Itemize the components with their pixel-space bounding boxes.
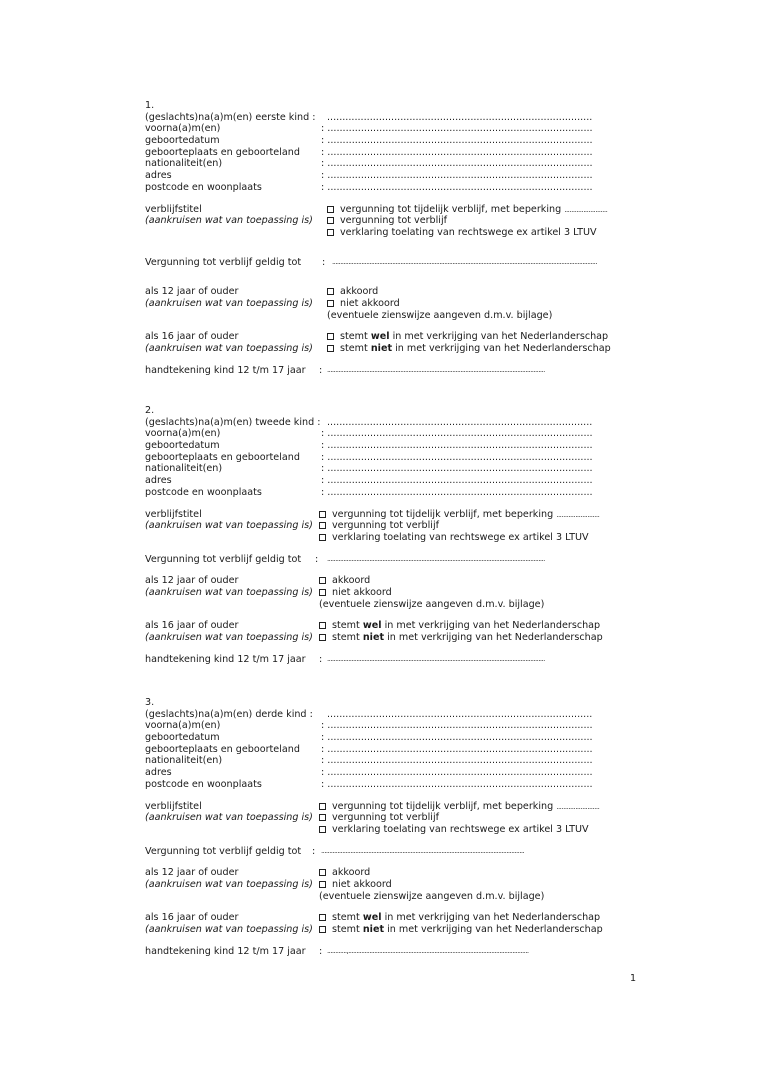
postcode-label: postcode en woonplaats <box>145 181 262 193</box>
als16-label: als 16 jaar of ouder <box>145 912 239 924</box>
aankruisen-note: (aankruisen wat van toepassing is) <box>145 812 313 824</box>
handtekening-field[interactable]: ...................................................................................................................................... <box>327 365 545 374</box>
aankruisen-note: (aankruisen wat van toepassing is) <box>145 215 313 227</box>
zienswijze-note: (eventuele zienswijze aangeven d.m.v. bijlage) <box>327 309 553 321</box>
checkbox[interactable] <box>319 914 326 921</box>
nationaliteit-field[interactable]: : ....................................................................................... <box>321 463 593 475</box>
checkbox[interactable] <box>319 577 326 584</box>
geboorteplaats-field[interactable]: : ....................................................................................... <box>321 451 593 463</box>
checkbox[interactable] <box>327 300 334 307</box>
geldig-tot-label: Vergunning tot verblijf geldig tot <box>145 845 302 857</box>
aankruisen-note: (aankruisen wat van toepassing is) <box>145 343 313 354</box>
checkbox[interactable] <box>327 288 334 295</box>
handtekening-field[interactable]: ...................................................................................................................................... <box>327 654 545 663</box>
option-akkoord[interactable]: akkoord <box>319 867 370 879</box>
geldig-tot-field[interactable]: ................................................................................................................................................................... <box>332 257 597 266</box>
child-1-section <box>145 100 645 376</box>
geboortedatum-field[interactable]: : ....................................................................................... <box>321 732 593 744</box>
checkbox[interactable] <box>327 206 334 213</box>
geldig-tot-colon: : <box>315 553 319 565</box>
achternaam-field[interactable]: ....................................................................................... <box>327 111 593 123</box>
checkbox[interactable] <box>327 345 334 352</box>
handtekening-label: handtekening kind 12 t/m 17 jaar <box>145 653 306 665</box>
geboortedatum-label: geboortedatum <box>145 135 220 147</box>
als12-label: als 12 jaar of ouder <box>145 575 239 587</box>
checkbox[interactable] <box>319 522 326 529</box>
geboortedatum-field[interactable]: : ....................................................................................... <box>321 440 593 452</box>
option-tijdelijk[interactable]: vergunning tot tijdelijk verblijf, met beperking ......................... <box>319 801 599 814</box>
child-number: 3. <box>145 697 155 708</box>
geldig-tot-label: Vergunning tot verblijf geldig tot <box>145 553 302 565</box>
adres-field[interactable]: : ....................................................................................... <box>321 475 593 487</box>
option-verblijf[interactable]: vergunning tot verblijf <box>319 812 439 824</box>
adres-label: adres <box>145 767 172 779</box>
voornaam-field[interactable]: : ....................................................................................... <box>321 428 593 440</box>
child-number: 2. <box>145 405 155 416</box>
checkbox[interactable] <box>327 229 334 236</box>
geldig-tot-field[interactable]: ...................................................................................................................................... <box>327 554 545 563</box>
achternaam-field[interactable]: ....................................................................................... <box>327 708 593 720</box>
postcode-label: postcode en woonplaats <box>145 486 262 498</box>
option-niet-akkoord[interactable]: niet akkoord <box>319 879 392 891</box>
nationaliteit-label: nationaliteit(en) <box>145 755 223 767</box>
achternaam-label: (geslachts)na(a)m(en) tweede kind : <box>145 416 321 428</box>
handtekening-label: handtekening kind 12 t/m 17 jaar <box>145 364 306 376</box>
checkbox[interactable] <box>327 333 334 340</box>
option-stemt-wel[interactable]: stemt wel in met verkrijging van het Nederlanderschap <box>319 620 600 632</box>
option-verblijf[interactable]: vergunning tot verblijf <box>327 215 447 227</box>
geldig-tot-label: Vergunning tot verblijf geldig tot <box>145 256 302 268</box>
option-akkoord[interactable]: akkoord <box>319 575 370 587</box>
checkbox[interactable] <box>319 589 326 596</box>
nationaliteit-field[interactable]: : ....................................................................................... <box>321 158 593 170</box>
child-3-section <box>145 697 645 957</box>
adres-label: adres <box>145 475 172 487</box>
aankruisen-note: (aankruisen wat van toepassing is) <box>145 878 313 890</box>
geboortedatum-label: geboortedatum <box>145 440 220 452</box>
option-verklaring[interactable]: verklaring toelating van rechtswege ex artikel 3 LTUV <box>327 227 597 239</box>
checkbox[interactable] <box>327 217 334 224</box>
option-verklaring[interactable]: verklaring toelating van rechtswege ex artikel 3 LTUV <box>319 532 589 544</box>
postcode-field[interactable]: : ....................................................................................... <box>321 778 593 790</box>
postcode-label: postcode en woonplaats <box>145 778 262 790</box>
voornaam-label: voorna(a)m(en) <box>145 720 221 732</box>
handtekening-label: handtekening kind 12 t/m 17 jaar <box>145 945 306 957</box>
voornaam-field[interactable]: : ....................................................................................... <box>321 720 593 732</box>
postcode-field[interactable]: : ....................................................................................... <box>321 486 593 498</box>
nationaliteit-label: nationaliteit(en) <box>145 158 223 170</box>
checkbox[interactable] <box>319 634 326 641</box>
als16-label: als 16 jaar of ouder <box>145 331 239 343</box>
verblijfstitel-label: verblijfstitel <box>145 800 202 812</box>
geboorteplaats-label: geboorteplaats en geboorteland <box>145 743 300 755</box>
option-tijdelijk[interactable]: vergunning tot tijdelijk verblijf, met beperking ......................... <box>319 509 599 522</box>
achternaam-field[interactable]: ....................................................................................... <box>327 416 593 428</box>
aankruisen-note: (aankruisen wat van toepassing is) <box>145 632 313 643</box>
handtekening-colon: : <box>319 945 323 957</box>
adres-field[interactable]: : ....................................................................................... <box>321 170 593 182</box>
voornaam-label: voorna(a)m(en) <box>145 123 221 135</box>
geldig-tot-colon: : <box>312 845 316 857</box>
handtekening-colon: : <box>319 364 323 376</box>
geboorteplaats-field[interactable]: : ....................................................................................... <box>321 743 593 755</box>
zienswijze-note: (eventuele zienswijze aangeven d.m.v. bijlage) <box>319 890 545 902</box>
geldig-tot-field[interactable]: ............................................................................................................................. <box>321 846 525 855</box>
aankruisen-note: (aankruisen wat van toepassing is) <box>145 520 313 532</box>
adres-label: adres <box>145 170 172 182</box>
aankruisen-note: (aankruisen wat van toepassing is) <box>145 586 313 598</box>
voornaam-label: voorna(a)m(en) <box>145 428 221 440</box>
zienswijze-note: (eventuele zienswijze aangeven d.m.v. bijlage) <box>319 598 545 610</box>
option-stemt-wel[interactable]: stemt wel in met verkrijging van het Nederlanderschap <box>327 331 608 343</box>
geboorteplaats-field[interactable]: : ....................................................................................... <box>321 146 593 158</box>
option-stemt-niet[interactable]: stemt niet in met verkrijging van het Nederlanderschap <box>327 343 611 355</box>
child-2-section <box>145 405 645 665</box>
achternaam-label: (geslachts)na(a)m(en) eerste kind : <box>145 111 316 123</box>
verblijfstitel-label: verblijfstitel <box>145 508 202 520</box>
als12-label: als 12 jaar of ouder <box>145 286 239 298</box>
option-verblijf[interactable]: vergunning tot verblijf <box>319 520 439 532</box>
geboorteplaats-label: geboorteplaats en geboorteland <box>145 146 300 158</box>
als16-label: als 16 jaar of ouder <box>145 620 239 632</box>
voornaam-field[interactable]: : ....................................................................................... <box>321 123 593 135</box>
geldig-tot-colon: : <box>322 256 326 268</box>
checkbox[interactable] <box>319 869 326 876</box>
achternaam-label: (geslachts)na(a)m(en) derde kind : <box>145 708 313 720</box>
geboortedatum-label: geboortedatum <box>145 732 220 744</box>
option-stemt-wel[interactable]: stemt wel in met verkrijging van het Nederlanderschap <box>319 912 600 924</box>
adres-field[interactable]: : ....................................................................................... <box>321 767 593 779</box>
checkbox[interactable] <box>319 803 326 810</box>
geboorteplaats-label: geboorteplaats en geboorteland <box>145 451 300 463</box>
aankruisen-note: (aankruisen wat van toepassing is) <box>145 924 313 935</box>
geboortedatum-field[interactable]: : ....................................................................................... <box>321 135 593 147</box>
option-verklaring[interactable]: verklaring toelating van rechtswege ex artikel 3 LTUV <box>319 824 589 836</box>
aankruisen-note: (aankruisen wat van toepassing is) <box>145 297 313 309</box>
nationaliteit-field[interactable]: : ....................................................................................... <box>321 755 593 767</box>
checkbox[interactable] <box>319 511 326 518</box>
checkbox[interactable] <box>319 881 326 888</box>
checkbox[interactable] <box>319 534 326 541</box>
page-number: 1 <box>630 973 637 984</box>
handtekening-colon: : <box>319 653 323 665</box>
option-stemt-niet[interactable]: stemt niet in met verkrijging van het Nederlanderschap <box>319 924 603 936</box>
option-akkoord[interactable]: akkoord <box>327 286 378 298</box>
checkbox[interactable] <box>319 926 326 933</box>
checkbox[interactable] <box>319 826 326 833</box>
option-niet-akkoord[interactable]: niet akkoord <box>327 298 400 310</box>
nationaliteit-label: nationaliteit(en) <box>145 463 223 475</box>
option-stemt-niet[interactable]: stemt niet in met verkrijging van het Nederlanderschap <box>319 632 603 644</box>
als12-label: als 12 jaar of ouder <box>145 867 239 879</box>
handtekening-field[interactable]: ............,............................................................................................................... <box>327 946 529 955</box>
option-tijdelijk[interactable]: vergunning tot tijdelijk verblijf, met beperking ......................... <box>327 204 607 217</box>
child-number: 1. <box>145 100 155 111</box>
checkbox[interactable] <box>319 622 326 629</box>
postcode-field[interactable]: : ....................................................................................... <box>321 181 593 193</box>
verblijfstitel-label: verblijfstitel <box>145 203 202 215</box>
option-niet-akkoord[interactable]: niet akkoord <box>319 587 392 599</box>
checkbox[interactable] <box>319 814 326 821</box>
